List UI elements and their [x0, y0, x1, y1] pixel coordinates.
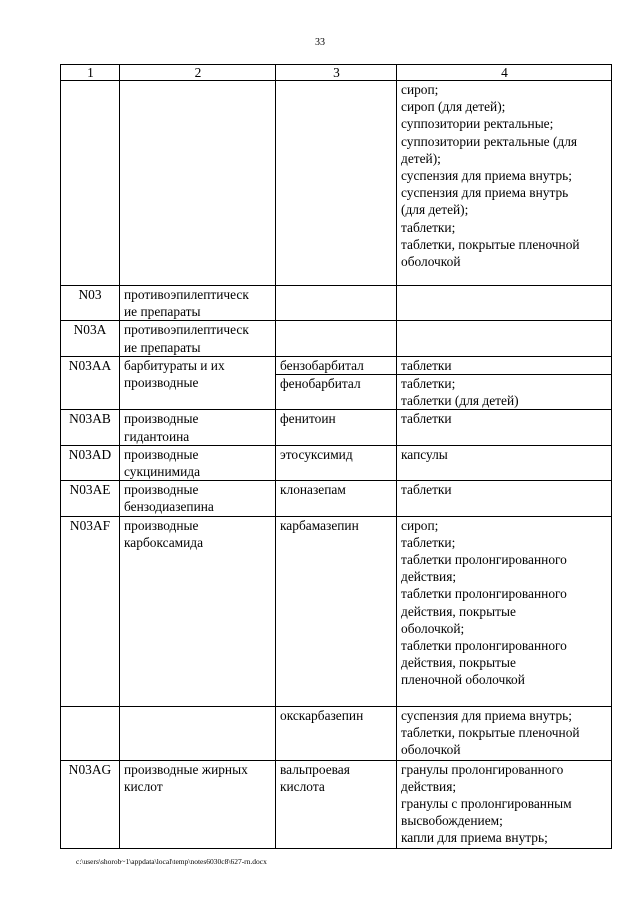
drug-cell: карбамазепин — [276, 516, 397, 706]
group-cell: противоэпилептическ ие препараты — [120, 286, 276, 321]
drug-table — [60, 64, 612, 849]
table-row — [61, 760, 612, 848]
group-cell: противоэпилептическ ие препараты — [120, 321, 276, 356]
atc-code-cell: N03AE — [61, 481, 120, 516]
atc-code-cell: N03A — [61, 321, 120, 356]
forms-cell: капсулы — [397, 445, 612, 480]
column-header: 3 — [276, 65, 397, 81]
table-row — [61, 706, 612, 760]
atc-code-cell: N03AD — [61, 445, 120, 480]
forms-cell: гранулы пролонгированного действия; гранулы с пролонгированным высвобождением; капли для приема внутрь; — [397, 760, 612, 848]
atc-code-cell — [61, 706, 120, 760]
forms-cell: таблетки — [397, 481, 612, 516]
drug-cell: бензобарбитал — [276, 356, 397, 374]
forms-cell — [397, 321, 612, 356]
atc-code-cell: N03 — [61, 286, 120, 321]
group-cell: производные бензодиазепина — [120, 481, 276, 516]
atc-code-cell: N03AA — [61, 356, 120, 410]
drug-cell — [276, 321, 397, 356]
drug-cell — [276, 81, 397, 286]
table-header-row — [61, 65, 612, 81]
drug-cell: вальпроевая кислота — [276, 760, 397, 848]
drug-cell: фенитоин — [276, 410, 397, 445]
atc-code-cell: N03AB — [61, 410, 120, 445]
group-cell: производные карбоксамида — [120, 516, 276, 706]
group-cell — [120, 706, 276, 760]
table-row — [61, 445, 612, 480]
group-cell: производные гидантоина — [120, 410, 276, 445]
column-header: 1 — [61, 65, 120, 81]
table-row — [61, 410, 612, 445]
atc-code-cell: N03AF — [61, 516, 120, 706]
page-number: 33 — [315, 37, 325, 48]
drug-cell: фенобарбитал — [276, 375, 397, 410]
table-row — [61, 356, 612, 374]
atc-code-cell — [61, 81, 120, 286]
table-row — [61, 481, 612, 516]
table-row — [61, 286, 612, 321]
forms-cell: таблетки — [397, 356, 612, 374]
drug-cell: этосуксимид — [276, 445, 397, 480]
group-cell: производные сукцинимида — [120, 445, 276, 480]
drug-cell: окскарбазепин — [276, 706, 397, 760]
column-header: 2 — [120, 65, 276, 81]
table-row — [61, 321, 612, 356]
forms-cell: таблетки; таблетки (для детей) — [397, 375, 612, 410]
forms-cell: суспензия для приема внутрь; таблетки, покрытые пленочной оболочкой — [397, 706, 612, 760]
forms-cell: сироп; сироп (для детей); суппозитории ректальные; суппозитории ректальные (для детей); суспензия для приема внутрь; суспензия для приема внутрь (для детей); таблетки; таблетки, покрытые пленочной оболочкой — [397, 81, 612, 286]
document-file-path: c:\users\shorob~1\appdata\local\temp\notes6030c8\627-rn.docx — [76, 857, 267, 866]
table-row — [61, 81, 612, 286]
drug-cell: клоназепам — [276, 481, 397, 516]
forms-cell: сироп; таблетки; таблетки пролонгированного действия; таблетки пролонгированного действия, покрытые оболочкой; таблетки пролонгированного действия, покрытые пленочной оболочкой — [397, 516, 612, 706]
group-cell — [120, 81, 276, 286]
table-row — [61, 516, 612, 706]
atc-code-cell: N03AG — [61, 760, 120, 848]
forms-cell: таблетки — [397, 410, 612, 445]
column-header: 4 — [397, 65, 612, 81]
group-cell: барбитураты и их производные — [120, 356, 276, 410]
group-cell: производные жирных кислот — [120, 760, 276, 848]
drug-cell — [276, 286, 397, 321]
forms-cell — [397, 286, 612, 321]
